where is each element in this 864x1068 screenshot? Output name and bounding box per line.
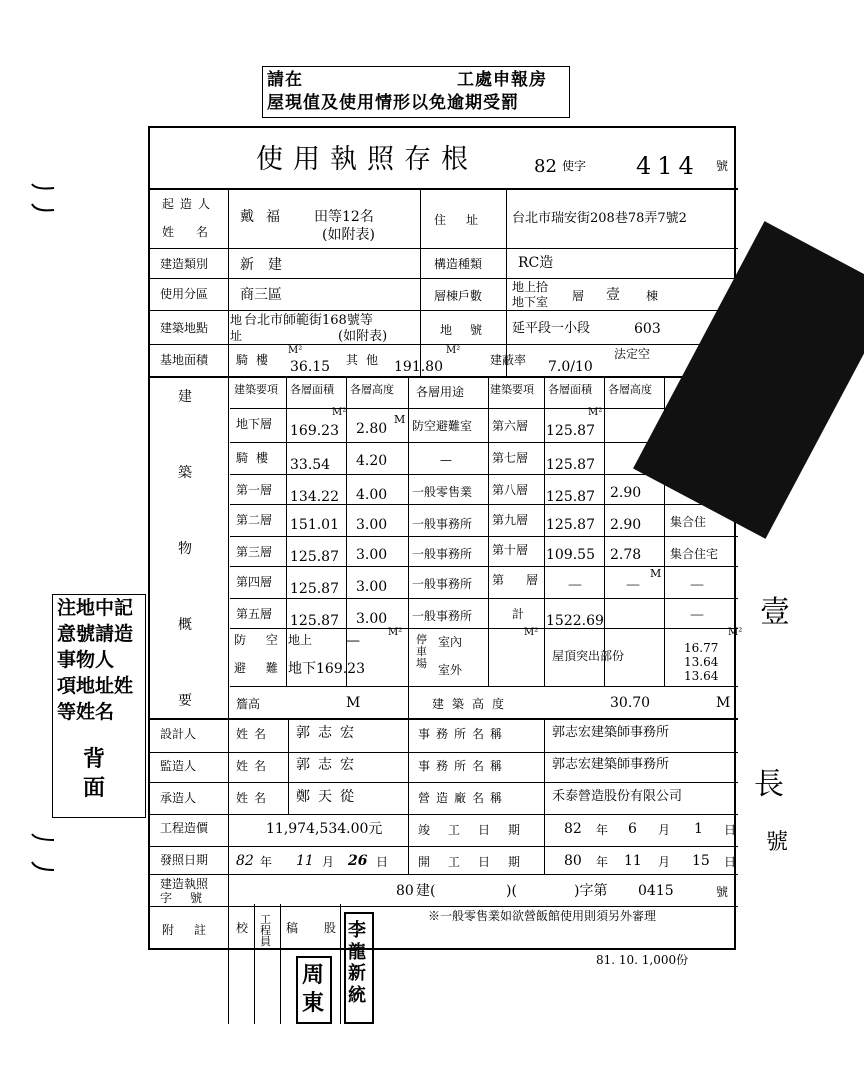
location-value: 台北市師範街168號等 [244,313,373,328]
floors-above: 地上拾 [512,280,549,294]
contractor-label: 承造人 [160,791,197,805]
cost-label: 工程造價 [160,821,209,835]
floors-unit: 層 [572,289,585,303]
other-label: 其他 [346,353,387,367]
permit-label-1: 建造執照 [160,877,209,891]
designer-name-label: 姓名 [236,727,273,741]
zoning-value: 商三區 [240,287,282,303]
building-height-unit: M [716,695,731,711]
roof-label: 屋頂突出部份 [552,649,625,663]
permit-number: 0415 [638,883,674,899]
arcade-label: 騎樓 [236,353,277,367]
structure-label: 構造種類 [434,257,483,271]
other-value: 191.80 [394,359,443,375]
completion-year: 82 [564,821,582,837]
applicant-label-2: 姓名 [162,225,231,239]
legal-open-label: 法定空 [614,347,651,361]
shelter-unit: M² [388,627,403,638]
back-label: 背面 [83,746,106,801]
remark-label: 附註 [162,923,227,937]
supervisor-office-label: 事務所名稱 [418,759,509,773]
supervisor-office: 郭志宏建築師事務所 [552,757,670,772]
routing-block [228,904,408,1024]
buildings-unit: 棟 [646,289,659,303]
route-col-section: 股 [324,921,337,935]
applicant-name-extra: 田等12名 [314,209,374,225]
lot-value: 延平段一小段 [512,321,591,336]
notice-line1-end: 工處申報房 [457,70,547,90]
stamp-zhou: 周 東 [296,956,332,1024]
header-item: 建築要項 [234,383,278,396]
shelter-label-1: 防 空 [234,633,286,647]
permit-year: 80 [396,883,414,899]
remark-note: ※一般零售業如欲營飯館使用則須另外審理 [428,909,657,923]
cert-year: 82 [534,156,557,177]
unit-area: M² [332,407,347,418]
margin-char-1: 壹 [760,595,790,630]
lot-number: 603 [634,321,661,337]
building-type-value: 新建 [240,257,296,273]
issue-year: 82 [236,853,254,869]
coverage-value: 7.0/10 [548,359,593,375]
unit-area-2: M² [588,407,603,418]
roof-value-1: 16.77 [684,641,719,655]
structure-value: RC造 [518,255,554,271]
issue-day: 26 [348,853,368,869]
other-unit: M² [446,345,461,356]
print-note: 81. 10. 1,000份 [596,953,689,967]
contractor-company: 禾泰營造股份有限公司 [552,789,683,804]
applicant-note: (如附表) [322,227,375,243]
designer-office-label: 事務所名稱 [418,727,509,741]
shelter-above-value: — [346,633,360,649]
location-note: (如附表) [338,329,388,344]
form-title: 使用執照存根 [256,144,478,175]
roof-value-3: 13.64 [684,669,719,683]
header-use: 各層用途 [416,385,465,399]
start-day: 15 [692,853,710,869]
completion-month: 6 [628,821,637,837]
header-item-2: 建築要項 [490,383,534,396]
header-area: 各層面積 [290,383,334,396]
roof-value-2: 13.64 [684,655,719,669]
address-value: 台北市瑞安街208巷78弄7號2 [512,211,687,226]
issue-date-label: 發照日期 [160,853,209,867]
eave-label: 簷高 [236,697,261,711]
cert-suffix: 號 [716,159,729,173]
header-height-2: 各層高度 [608,383,652,396]
applicant-label-1: 起造人 [162,197,217,211]
shelter-label-2: 避 難 [234,661,286,675]
zoning-label: 使用分區 [160,287,209,301]
route-col-engineer: 工程員 [260,913,271,948]
permit-label-2: 字號 [160,891,221,905]
header-area-2: 各層面積 [548,383,592,396]
building-height-label: 建築高度 [432,697,513,711]
parking-unit: M² [524,627,539,638]
contractor-name-label: 姓名 [236,791,273,805]
parking-label: 停車場 [416,633,427,671]
start-date-label: 開工日期 [418,855,539,869]
notice-line2: 屋現值及使用情形以免逾期受罰 [267,93,519,113]
supervisor-name: 郭志宏 [296,757,362,773]
designer-name: 郭志宏 [296,725,362,741]
arcade-unit: M² [288,345,303,356]
side-note-box: 注地中記 意號請造 事物人 項地址姓 等姓名 背面 [52,594,146,818]
contractor-name: 鄭天從 [296,789,362,805]
location-label: 建築地點 [160,321,209,335]
start-year: 80 [564,853,582,869]
contractor-company-label: 營造廠名稱 [418,791,509,805]
site-area-label: 基地面積 [160,353,209,367]
cert-type: 使字 [562,159,587,173]
eave-value: M [346,695,361,711]
route-col-check: 校 [236,921,249,935]
cost-value: 11,974,534.00元 [266,821,383,837]
shelter-above: 地上 [288,633,313,647]
arcade-value: 36.15 [290,359,331,375]
binding-mark-icon [24,176,64,226]
applicant-name: 戴福 [240,209,292,225]
address-label: 住址 [434,213,499,227]
building-type-label: 建造類別 [160,257,209,271]
cert-number: 414 [636,152,700,180]
location-prefix-bottom: 址 [230,329,243,343]
supervisor-name-label: 姓名 [236,759,273,773]
floors-below: 地下室 [512,295,549,309]
permit-form: 使用執照存根 82 使字 414 號 起造人 姓名 戴福 田等12名 (如附表) 住址 台北市瑞安街208巷78弄7號2 建造類別 新建 構造種類 RC造 使用分區 商三區 層棟戶數 地上拾 地下室 層 壹 棟 建築地點 地 址 台北市師範街168號等 (如附表) 地號 延平段一小段 603 基地面積 騎樓 M² 36.15 其他 M² 191.80 建蔽率 7.0/10 法定空 建 築 物 概 要 建築要項 各層面積 各層高度 各層用途 建築要項 各層面積 各層高度 地下層 169.23 2.80 防空避難室 騎樓 33.54 4.20 — 第一層 134.22 4.00 一般零售業 第二層 151.01 3.00 一般事務所 第三層 125.87 3.00 一般事務所 第四層 125.87 3.00 一般事務所 第五層 125.87 3.00 一般事務所 第六層 125.87 第七層 125.87 第八層 125.87 2.90 第九層 125.87 2.90 集合住 第十層 109.55 2.78 集合住宅 第層 — — — 計 1522.69 — M² M M² M 防 空 避 難 地上 — 地下169.23 M² 停車場 室內 室外 M² 屋頂突出部份 16.77 13.64 13.64 M² 簷高 M 建築高度 30.70 M 設計人 姓名 郭志宏 事務所名稱 郭志宏建築師事務所 監造人 姓名 郭志宏 事務所名稱 郭志宏建築師事務所 承造人 姓名 鄭天從 營造廠名稱 禾泰營造股份有限公司 工程造價 11,974,534.00元 竣工日期 82 年 6 月 1 日 發照日期 82 年 11 月 26 日 開工日期 80 年 11 月 15 日 建造執照 字號 80 建( )( )字第 0415 號 附註 ※一般零售業如欲營飯館使用則須另外審理 [148,126,736,950]
roof-unit: M² [728,627,743,638]
parking-indoor: 室內 [438,635,463,649]
margin-mark [738,560,778,600]
unit-height-2: M [650,567,662,580]
shelter-below: 地下169.23 [288,661,365,677]
issue-month: 11 [296,853,314,869]
binding-mark-icon [24,826,64,886]
lot-label: 地號 [440,323,501,337]
start-month: 11 [624,853,642,869]
coverage-label: 建蔽率 [490,353,527,367]
completion-label: 竣工日期 [418,823,539,837]
supervisor-label: 監造人 [160,759,197,773]
stamp-received: 李龍新統 [344,912,374,1024]
route-col-draft: 稿 [286,921,299,935]
designer-office: 郭志宏建築師事務所 [552,725,670,740]
header-height: 各層高度 [350,383,394,396]
notice-box [262,66,570,118]
designer-label: 設計人 [160,727,197,741]
margin-char-2: 長 [754,767,784,802]
notice-line1: 請在 [267,70,303,90]
buildings-count: 壹 [606,287,620,303]
building-height-value: 30.70 [610,695,651,711]
completion-day: 1 [694,821,703,837]
floors-label: 層棟戶數 [434,289,483,303]
unit-height: M [394,413,406,426]
location-prefix-top: 地 [230,313,243,327]
margin-char-3: 號 [766,830,789,855]
parking-outdoor: 室外 [438,663,463,677]
